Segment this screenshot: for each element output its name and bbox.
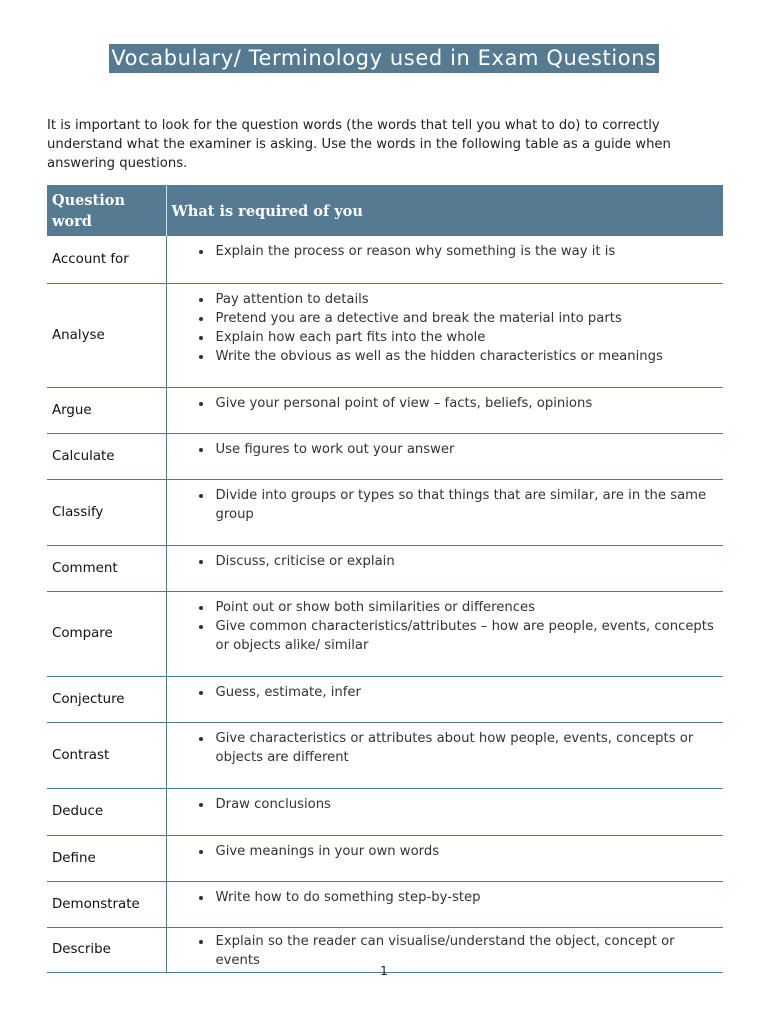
requirement-list	[191, 598, 718, 656]
requirement-list	[191, 290, 718, 367]
requirement-cell	[166, 788, 723, 835]
question-word: Contrast	[47, 722, 166, 788]
question-word: Demonstrate	[47, 881, 166, 927]
requirement-cell	[166, 676, 723, 722]
requirement-list	[191, 729, 718, 767]
requirement-cell	[166, 545, 723, 591]
table-row	[47, 788, 723, 835]
table-row	[47, 722, 723, 788]
intro-paragraph: It is important to look for the question words (the words that tell you what to do) to correctly understand what the examiner is asking. Use the words in the following table as a guide when answering questions.	[47, 118, 671, 171]
table-row	[47, 545, 723, 591]
requirement-bullet: • Give meanings in your own words	[213, 842, 718, 861]
requirement-list	[191, 888, 718, 907]
question-word: Define	[47, 835, 166, 881]
requirement-list	[191, 842, 718, 861]
question-word: Conjecture	[47, 676, 166, 722]
requirement-list	[191, 394, 718, 413]
requirement-bullet: • Give common characteristics/attributes – how are people, events, concepts or objects alike/ similar	[213, 617, 718, 655]
requirement-list	[191, 552, 718, 571]
requirement-bullet: • Point out or show both similarities or differences	[213, 598, 718, 617]
question-word: Argue	[47, 387, 166, 433]
requirement-bullet: • Write how to do something step-by-step	[213, 888, 718, 907]
page-number: 1	[380, 964, 388, 978]
requirement-bullet: • Write the obvious as well as the hidden characteristics or meanings	[213, 347, 718, 366]
requirement-cell	[166, 236, 723, 283]
requirement-bullet: • Explain how each part fits into the whole	[213, 328, 718, 347]
requirement-cell	[166, 835, 723, 881]
requirement-cell	[166, 283, 723, 387]
vocabulary-table	[47, 185, 723, 973]
requirement-bullet: • Explain the process or reason why something is the way it is	[213, 242, 718, 261]
question-word: Describe	[47, 927, 166, 972]
requirement-bullet: • Explain so the reader can visualise/understand the object, concept or events	[213, 932, 718, 970]
requirement-bullet: • Use figures to work out your answer	[213, 440, 718, 459]
header-question-word: Question word	[47, 185, 166, 236]
requirement-cell	[166, 433, 723, 479]
table-row	[47, 433, 723, 479]
page-title: Vocabulary/ Terminology used in Exam Questions	[109, 44, 658, 73]
requirement-bullet: • Pretend you are a detective and break the material into parts	[213, 309, 718, 328]
requirement-cell	[166, 387, 723, 433]
requirement-cell	[166, 722, 723, 788]
requirement-bullet: • Pay attention to details	[213, 290, 718, 309]
table-row	[47, 881, 723, 927]
requirement-cell	[166, 479, 723, 545]
question-word: Analyse	[47, 283, 166, 387]
title-wrap	[0, 44, 768, 73]
table-row	[47, 676, 723, 722]
header-requirement: What is required of you	[166, 185, 723, 236]
table-row	[47, 479, 723, 545]
requirement-bullet: • Draw conclusions	[213, 795, 718, 814]
question-word: Compare	[47, 591, 166, 676]
requirement-bullet: • Give characteristics or attributes about how people, events, concepts or objects are different	[213, 729, 718, 767]
requirement-bullet: • Discuss, criticise or explain	[213, 552, 718, 571]
requirement-list	[191, 486, 718, 524]
question-word: Account for	[47, 236, 166, 283]
requirement-list	[191, 242, 718, 261]
question-word: Deduce	[47, 788, 166, 835]
requirement-list	[191, 683, 718, 702]
requirement-cell	[166, 591, 723, 676]
table-row	[47, 387, 723, 433]
question-word: Comment	[47, 545, 166, 591]
question-word: Classify	[47, 479, 166, 545]
requirement-list	[191, 440, 718, 459]
table-row	[47, 835, 723, 881]
requirement-list	[191, 795, 718, 814]
requirement-cell	[166, 881, 723, 927]
table-header	[47, 185, 723, 236]
table-row	[47, 591, 723, 676]
table-row	[47, 283, 723, 387]
question-word: Calculate	[47, 433, 166, 479]
requirement-bullet: • Guess, estimate, infer	[213, 683, 718, 702]
requirement-bullet: • Divide into groups or types so that things that are similar, are in the same group	[213, 486, 718, 524]
table-row	[47, 236, 723, 283]
table-body	[47, 236, 723, 972]
requirement-bullet: • Give your personal point of view – facts, beliefs, opinions	[213, 394, 718, 413]
